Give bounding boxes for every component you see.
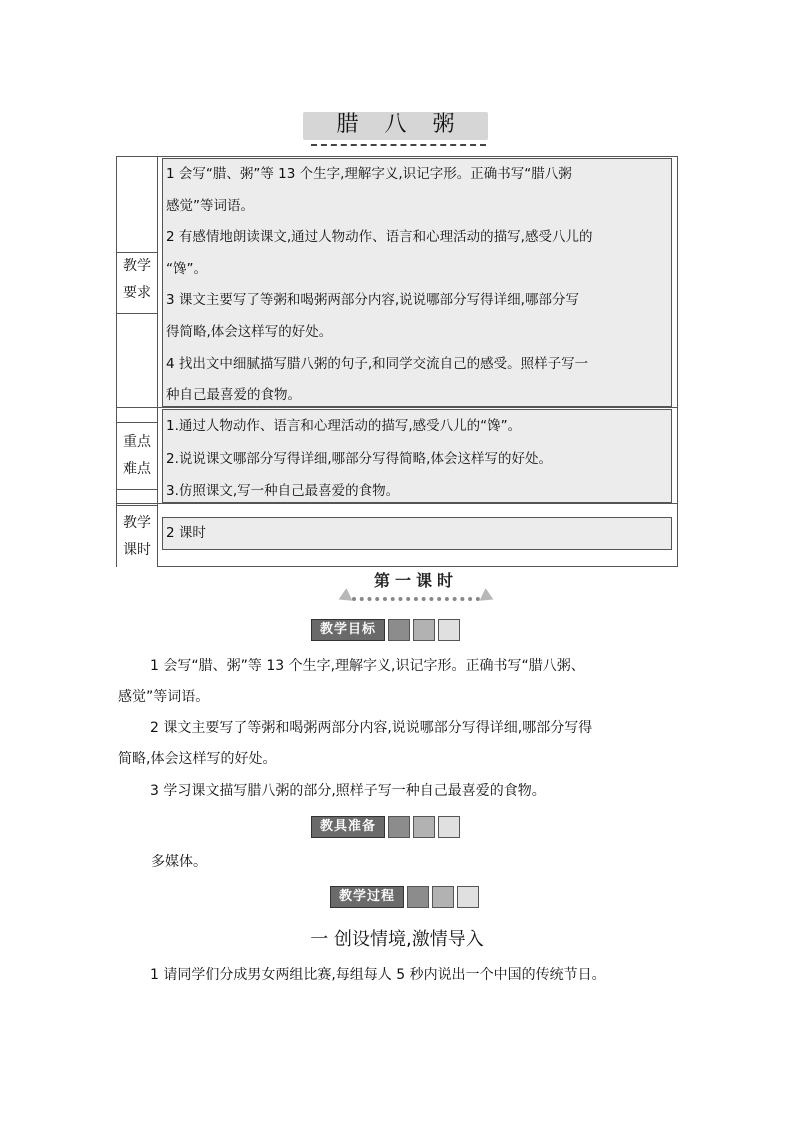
- class-hours-text: 2 课时: [166, 525, 206, 541]
- chip-teaching-goals: [311, 619, 460, 641]
- requirement-line: 3 课文主要写了等粥和喝粥两部分内容,说说哪部分写得详细,哪部分写: [166, 292, 579, 309]
- lesson-title: [303, 110, 488, 146]
- label-line: 难点: [123, 461, 151, 477]
- goal-line: 3 学习课文描写腊八粥的部分,照样子写一种自己最喜爱的食物。: [150, 783, 546, 799]
- chip-square: [438, 816, 460, 838]
- chip-square: [413, 619, 435, 641]
- label-line: 要求: [123, 285, 151, 301]
- requirement-line: 种自己最喜爱的食物。: [166, 387, 301, 404]
- requirement-line: 感觉”等词语。: [166, 197, 254, 214]
- chip-label: 教具准备: [311, 816, 385, 838]
- chip-square: [407, 886, 429, 908]
- label-line: 课时: [123, 542, 151, 558]
- requirement-line: “馋”。: [166, 260, 207, 277]
- label-teaching-requirements: [117, 252, 157, 314]
- step-heading: 一 创设情境,激情导入: [310, 929, 484, 950]
- requirement-line: 得简略,体会这样写的好处。: [166, 323, 333, 340]
- goal-line: 1 会写“腊、粥”等 13 个生字,理解字义,识记字形。正确书写“腊八粥、: [150, 658, 585, 674]
- chip-square: [432, 886, 454, 908]
- chip-label: 教学目标: [311, 619, 385, 641]
- requirement-line: 2 有感情地朗读课文,通过人物动作、语言和心理活动的描写,感受八儿的: [166, 229, 593, 246]
- step-line: 1 请同学们分成男女两组比赛,每组每人 5 秒内说出一个中国的传统节日。: [150, 967, 606, 983]
- objectives-table: [116, 156, 678, 567]
- section-heading-text: 第一课时: [373, 571, 458, 590]
- chip-teaching-process: [330, 886, 479, 908]
- goal-line: 简略,体会这样写的好处。: [118, 751, 277, 767]
- requirement-line: 1 会写“腊、粥”等 13 个生字,理解字义,识记字形。正确书写“腊八粥: [166, 166, 572, 182]
- section-heading: [338, 570, 494, 610]
- chip-square: [388, 816, 410, 838]
- label-line: 重点: [123, 434, 151, 450]
- heading-ornament-bar: [352, 597, 480, 601]
- label-line: 教学: [123, 258, 151, 274]
- key-points-box: [162, 409, 672, 503]
- label-key-points: [117, 422, 157, 490]
- chip-square: [438, 619, 460, 641]
- tools-text: 多媒体。: [151, 854, 207, 870]
- title-underline: [311, 144, 486, 146]
- class-hours-box: [162, 517, 672, 550]
- goal-line: 感觉”等词语。: [118, 689, 210, 705]
- requirement-line: 4 找出文中细腻描写腊八粥的句子,和同学交流自己的感受。照样子写一: [166, 355, 589, 372]
- requirements-box: [162, 158, 672, 407]
- label-class-hours: [117, 505, 157, 567]
- chip-label: 教学过程: [330, 886, 404, 908]
- chip-square: [457, 886, 479, 908]
- key-point-line: 1.通过人物动作、语言和心理活动的描写,感受八儿的“馋”。: [166, 418, 522, 434]
- title-text: 腊八粥: [336, 112, 481, 137]
- chip-square: [388, 619, 410, 641]
- label-line: 教学: [123, 515, 151, 531]
- chip-square: [413, 816, 435, 838]
- key-point-line: 3.仿照课文,写一种自己最喜爱的食物。: [166, 483, 400, 499]
- key-point-line: 2.说说课文哪部分写得详细,哪部分写得简略,体会这样写的好处。: [166, 450, 552, 467]
- goal-line: 2 课文主要写了等粥和喝粥两部分内容,说说哪部分写得详细,哪部分写得: [150, 720, 593, 736]
- chip-teaching-tools: [311, 816, 460, 838]
